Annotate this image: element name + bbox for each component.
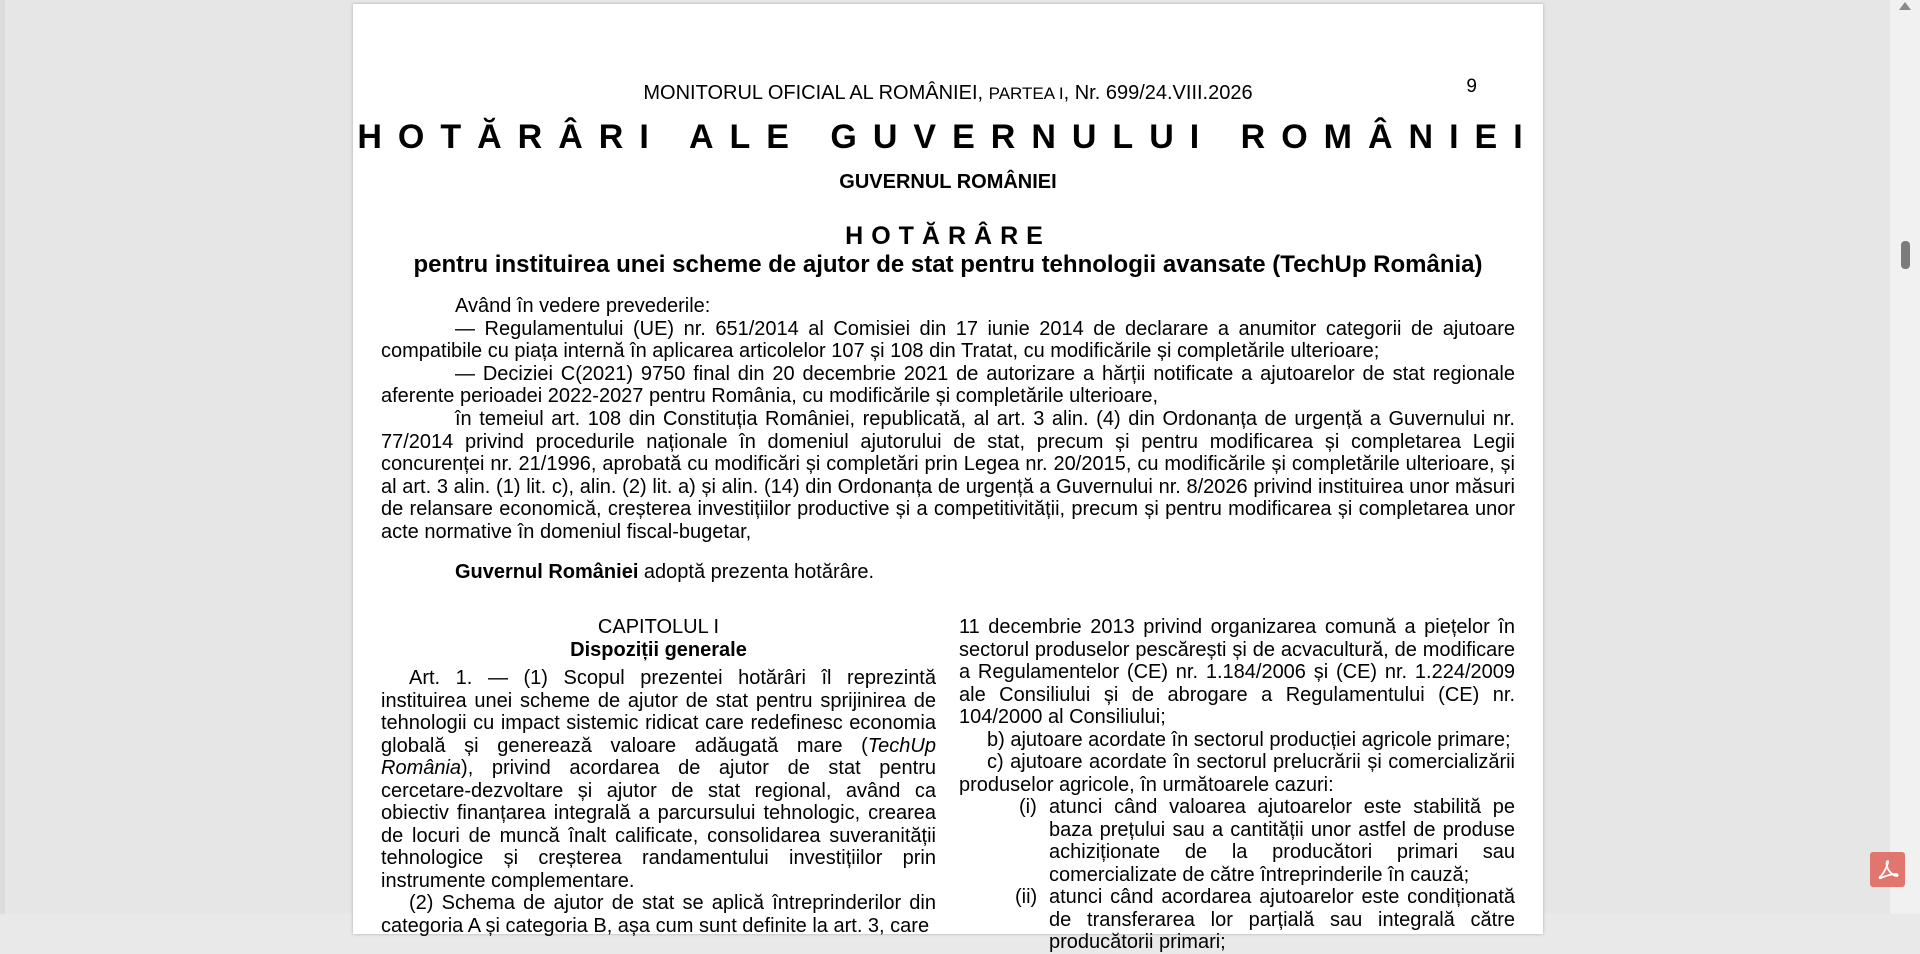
header-part: PARTEA I — [988, 84, 1064, 103]
section-title: HOTĂRÂRI ALE GUVERNULUI ROMÂNIEI — [357, 118, 1539, 156]
art1-text-a: Art. 1. — (1) Scopul prezentei hotărâri îl reprezintă instituirea unei scheme de ajutor de stat pentru sprijinirea de tehnologii cu impact sistemic ridicat care redefinesc economia globală și generează valoare adăugată mare ( — [381, 667, 936, 757]
document-page — [353, 4, 1543, 953]
sub-item-text: atunci când acordarea ajutoarelor este condiționată de transferarea lor parțială sau integrală către producătorii primari; — [1049, 886, 1515, 953]
preamble — [381, 295, 1515, 544]
sub-item-number: (i) — [1019, 796, 1037, 818]
sub-item-number: (ii) — [1015, 886, 1038, 908]
adobe-acrobat-icon — [1876, 858, 1900, 882]
page-header — [353, 82, 1543, 105]
preamble-line: — Regulamentului (UE) nr. 651/2014 al Comisiei din 17 iunie 2014 de declarare a anumitor categorii de ajutoare compatibile cu piața internă în aplicarea articolelor 107 și 108 din Tratat, cu modificările și completările ulterioare; — [381, 317, 1515, 363]
header-prefix: MONITORUL OFICIAL AL ROMÂNIEI, — [643, 82, 989, 104]
art1-text-b: ), privind acordarea de ajutor de stat pentru cercetare-dezvoltare și ajutor de stat regional, având ca obiectiv finanțarea integrală a parcursului tehnologic, crearea de locuri de muncă înalt calificate, consolidarea suveranității tehnologice și creșterea randamentului investițiilor prin instrumente complementare. — [381, 757, 936, 892]
sub-item-text: atunci când valoarea ajutoarelor este stabilită pe baza prețului sau a cantității unor astfel de produse achiziționate de la producători primari sau comercializate de către întreprinderile în cauză; — [1049, 796, 1515, 886]
article-1-paragraph-1 — [381, 667, 936, 892]
header-suffix: , Nr. 699/24.VIII.2026 — [1063, 82, 1253, 104]
chapter-title: Dispoziții generale — [570, 638, 747, 661]
left-column — [381, 616, 936, 937]
preamble-line: — Deciziei C(2021) 9750 final din 20 decembrie 2021 de autorizare a hărții notificate a ajutoarelor de stat regionale aferente perioadei 2022-2027 pentru România, cu modificările și completările ulterioare, — [381, 362, 1515, 408]
article-1-paragraph-2: (2) Schema de ajutor de stat se aplică întreprinderilor din categoria A și categoria B, așa cum sunt definite la art. 3, care — [381, 892, 936, 937]
letter-b-paragraph: b) ajutoare acordate în sectorul producției agricole primare; — [987, 728, 1511, 751]
sub-item-i — [959, 796, 1515, 886]
adoption-text: adoptă prezenta hotărâre. — [638, 561, 875, 583]
issuer-name: GUVERNUL ROMÂNIEI — [839, 171, 1057, 193]
adoption-statement — [455, 561, 874, 584]
preamble-line: în temeiul art. 108 din Constituția României, republicată, al art. 3 alin. (4) din Ordonanța de urgență a Guvernului nr. 77/2014 privind procedurile naționale în domeniul ajutorului de stat, precum și pentru modificarea și completarea Legii concurenței nr. 21/1996, aprobată cu modificări și completări prin Legea nr. 20/2015, cu modificările și completările ulterioare, și al art. 3 alin. (1) lit. c), alin. (2) lit. a) și alin. (14) din Ordonanța de urgență a Guvernului nr. 8/2026 privind instituirea unor măsuri de relansare economică, creșterea investițiilor productive și a competitivității, precum și pentru modificarea și completarea unor acte normative în domeniul fiscal-bugetar, — [381, 407, 1515, 543]
scrollbar-thumb[interactable] — [1901, 241, 1910, 269]
page-number: 9 — [1466, 76, 1477, 97]
chapter-number: CAPITOLUL I — [597, 616, 720, 638]
viewer-left-edge — [0, 0, 5, 914]
preamble-line: Având în vedere prevederile: — [455, 295, 711, 317]
pdf-open-button[interactable] — [1870, 852, 1905, 887]
art1-italic: TechUp România — [381, 734, 936, 779]
document-title: pentru instituirea unei scheme de ajutor de stat pentru tehnologii avansate (TechUp România) — [413, 251, 1483, 278]
sub-item-ii — [959, 886, 1515, 954]
continuation-paragraph: 11 decembrie 2013 privind organizarea comună a piețelor în sectorul produselor pescărești și de acvacultură, de modificare a Regulamentelor (CE) nr. 1.184/2006 și (CE) nr. 1.224/2009 ale Consiliului și de abrogare a Regulamentului (CE) nr. 104/2000 al Consiliului; — [959, 616, 1515, 728]
adoption-bold: Guvernul României — [455, 561, 639, 583]
document-type: HOTĂRÂRE — [845, 222, 1051, 250]
vertical-scrollbar[interactable] — [1890, 0, 1920, 914]
right-column — [959, 616, 1515, 954]
arrow-up-icon[interactable] — [1899, 2, 1911, 10]
letter-c-paragraph: c) ajutoare acordate în sectorul prelucrării și comercializării produselor agricole, în următoarele cazuri: — [959, 751, 1515, 796]
